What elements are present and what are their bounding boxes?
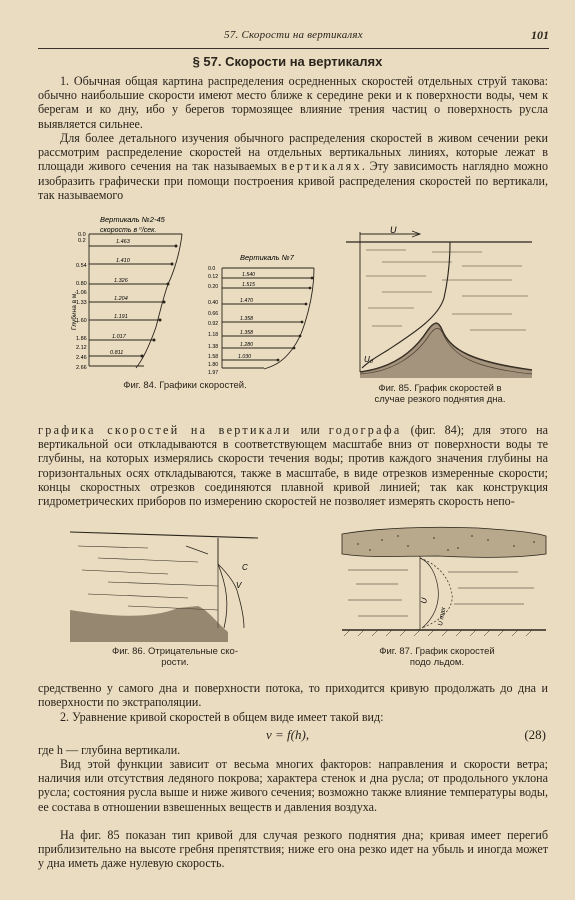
paragraph-5 bbox=[38, 710, 548, 724]
fig86-label-c: C bbox=[242, 563, 248, 572]
fig86-label-v: V bbox=[236, 581, 242, 590]
paragraph-7-text: Вид этой функции зависит от весьма многих факторов: направления и скорости ветра; наличия или отсутствия ледяного покрова; характера стенок и дна русла; от продольного уклона русла; состояния русла выше и ниже живого сечения; возможно также влияние температуры воды, ее состава в отношении взвешенных веществ и давления воздуха. bbox=[38, 757, 548, 814]
paragraph-2 bbox=[38, 131, 548, 202]
paragraph-1 bbox=[38, 74, 548, 131]
paragraph-5-text: 2. Уравнение кривой скоростей в общем виде имеет такой вид: bbox=[60, 710, 384, 724]
paragraph-3-text: (фиг. 84); для этого на вертикальной оси откладываются в соответствующем масштабе вниз от поверхности воды те глубины, на которых измерялись скорости течения воды; против каждого значения глубины на горизонтальных осях откладываются, также в масштабе, в виде отрезков измеренные скорости; концы скоростных отрезков соединяются плавной кривой линией; так как конструкция гидрометрических приборов по измерению скоростей не позволяет измерять скорость непо- bbox=[38, 423, 549, 509]
page-number: 101 bbox=[531, 28, 549, 42]
paragraph-1-text: 1. Обычная общая картина распределения осредненных скоростей отдельных струй такова: обычно наибольшие скорости имеют место ближе к середине реки и к поверхности воды, чем к берегам и ко дну, ибо у берегов тормозящее влияние трения частиц о поверхность русла выявляется сильнее. bbox=[38, 74, 548, 131]
term-verticals: вертикалях bbox=[281, 159, 362, 174]
section-title: § 57. Скорости на вертикалях bbox=[192, 54, 383, 69]
svg-text:0.54: 0.54 bbox=[76, 263, 87, 269]
figure-84-velocity-graphs bbox=[64, 212, 334, 380]
svg-text:1.97: 1.97 bbox=[208, 370, 219, 376]
fig84-left-depth-labels bbox=[76, 232, 87, 371]
svg-text:0.2: 0.2 bbox=[78, 238, 86, 244]
figure-86-negative-velocities bbox=[68, 524, 278, 642]
equation-number: (28) bbox=[524, 727, 546, 742]
svg-text:1.358: 1.358 bbox=[240, 330, 253, 336]
fig86-caption-line1: Фиг. 86. Отрицательные ско- bbox=[112, 646, 238, 657]
fig84-axis-label: Глубина в м. bbox=[71, 291, 78, 330]
svg-text:1.58: 1.58 bbox=[208, 354, 219, 360]
svg-text:0.0: 0.0 bbox=[208, 266, 216, 272]
svg-text:0.12: 0.12 bbox=[208, 274, 219, 280]
svg-text:2.66: 2.66 bbox=[76, 365, 87, 371]
fig87-label-u: U bbox=[419, 597, 429, 605]
fig84-left-axes bbox=[89, 234, 182, 368]
fig85-label-u: U bbox=[390, 225, 397, 235]
fig84-right-depth-labels bbox=[208, 266, 218, 376]
figure-85-bottom-rise bbox=[342, 222, 538, 380]
svg-text:0.66: 0.66 bbox=[208, 311, 219, 317]
paragraph-8-text: На фиг. 85 показан тип кривой для случая резкого поднятия дна; кривая имеет перегиб приблизительно на высоте гребня препятствия; ниже его она резко идет на убыль и иногда может у дна иметь даже нулевую скорость. bbox=[38, 828, 548, 871]
fig87-caption bbox=[342, 646, 532, 668]
svg-text:1.326: 1.326 bbox=[114, 278, 128, 284]
equation-expression: v = f(h), bbox=[266, 727, 310, 742]
svg-text:1.515: 1.515 bbox=[242, 282, 255, 288]
svg-text:1.33: 1.33 bbox=[76, 300, 87, 306]
svg-text:1.38: 1.38 bbox=[208, 344, 219, 350]
term-velocity-graph: графика скоростей на вертикали bbox=[38, 423, 292, 437]
svg-text:1.358: 1.358 bbox=[240, 316, 253, 322]
svg-text:2.46: 2.46 bbox=[76, 355, 87, 361]
paragraph-8 bbox=[38, 828, 548, 871]
svg-text:1.86: 1.86 bbox=[76, 336, 87, 342]
svg-text:0.80: 0.80 bbox=[76, 281, 87, 287]
paragraph-3 bbox=[38, 423, 548, 508]
svg-text:1.60: 1.60 bbox=[76, 318, 87, 324]
term-hodograph: годографа bbox=[328, 423, 402, 437]
paragraph-4 bbox=[38, 681, 548, 709]
svg-text:0.92: 0.92 bbox=[208, 321, 219, 327]
svg-text:0.40: 0.40 bbox=[208, 300, 219, 306]
svg-text:0.811: 0.811 bbox=[110, 350, 124, 356]
fig84-left-title: Вертикаль №2-45 bbox=[100, 215, 165, 224]
paragraph-7 bbox=[38, 757, 548, 814]
fig87-caption-line2: подо льдом. bbox=[409, 657, 465, 668]
svg-text:1.540: 1.540 bbox=[242, 272, 255, 278]
equation-28 bbox=[38, 727, 548, 743]
svg-text:1.017: 1.017 bbox=[112, 334, 126, 340]
fig87-label-umax: U max bbox=[437, 606, 448, 627]
svg-text:1.410: 1.410 bbox=[116, 258, 130, 264]
svg-text:1.030: 1.030 bbox=[238, 354, 251, 360]
svg-text:2.12: 2.12 bbox=[76, 345, 87, 351]
svg-text:1.280: 1.280 bbox=[240, 342, 253, 348]
svg-text:0.20: 0.20 bbox=[208, 284, 219, 290]
svg-text:1.470: 1.470 bbox=[240, 298, 253, 304]
fig84-right-title: Вертикаль №7 bbox=[240, 253, 294, 262]
fig84-right-speed-labels bbox=[238, 272, 255, 360]
svg-text:1.06: 1.06 bbox=[76, 290, 87, 296]
svg-text:1.18: 1.18 bbox=[208, 332, 219, 338]
paragraph-2-text-b: . Эту зависимость наглядно можно изобразить графически при помощи построения кривой распределения скоростей по вертикали, так называемого bbox=[38, 159, 548, 202]
svg-text:1.204: 1.204 bbox=[114, 296, 128, 302]
running-header bbox=[38, 26, 549, 49]
paragraph-6-text: где h — глубина вертикали. bbox=[38, 743, 181, 757]
paragraph-6 bbox=[38, 743, 548, 757]
fig84-right-axes bbox=[222, 268, 314, 369]
fig85-caption-line1: Фиг. 85. График скоростей в bbox=[378, 383, 502, 394]
svg-text:1.463: 1.463 bbox=[116, 239, 130, 245]
fig84-left-subtitle: скорость в ⁰/сек. bbox=[100, 227, 157, 234]
figure-87-under-ice bbox=[338, 518, 550, 640]
paragraph-4-text: средственно у самого дна и поверхности потока, то приходится кривую продолжать до дна и поверхности по экстраполяции. bbox=[38, 681, 548, 710]
fig85-caption-line2: случае резкого поднятия дна. bbox=[374, 394, 506, 405]
paragraph-2-text-a: Для более детального изучения обычного распределения скоростей в живом сечении реки рассмотрим распределение скоростей на отдельных вертикальных линиях, которые лежат в площади живого сечения на так называемых bbox=[38, 131, 548, 174]
svg-text:1.191: 1.191 bbox=[114, 314, 128, 320]
paragraph-3-connector: или bbox=[291, 423, 329, 437]
fig84-left-speed-labels bbox=[110, 239, 131, 356]
fig87-caption-line1: Фиг. 87. График скоростей bbox=[379, 646, 495, 657]
svg-text:1.80: 1.80 bbox=[208, 362, 219, 368]
svg-text:0.0: 0.0 bbox=[78, 232, 86, 238]
running-header-title: 57. Скорости на вертикалях bbox=[224, 29, 363, 41]
fig85-label-u0: U₀ bbox=[364, 355, 374, 364]
fig86-caption-line2: рости. bbox=[161, 657, 189, 668]
fig86-caption bbox=[80, 646, 270, 668]
fig84-caption: Фиг. 84. Графики скоростей. bbox=[123, 380, 247, 391]
fig85-caption bbox=[350, 383, 530, 405]
